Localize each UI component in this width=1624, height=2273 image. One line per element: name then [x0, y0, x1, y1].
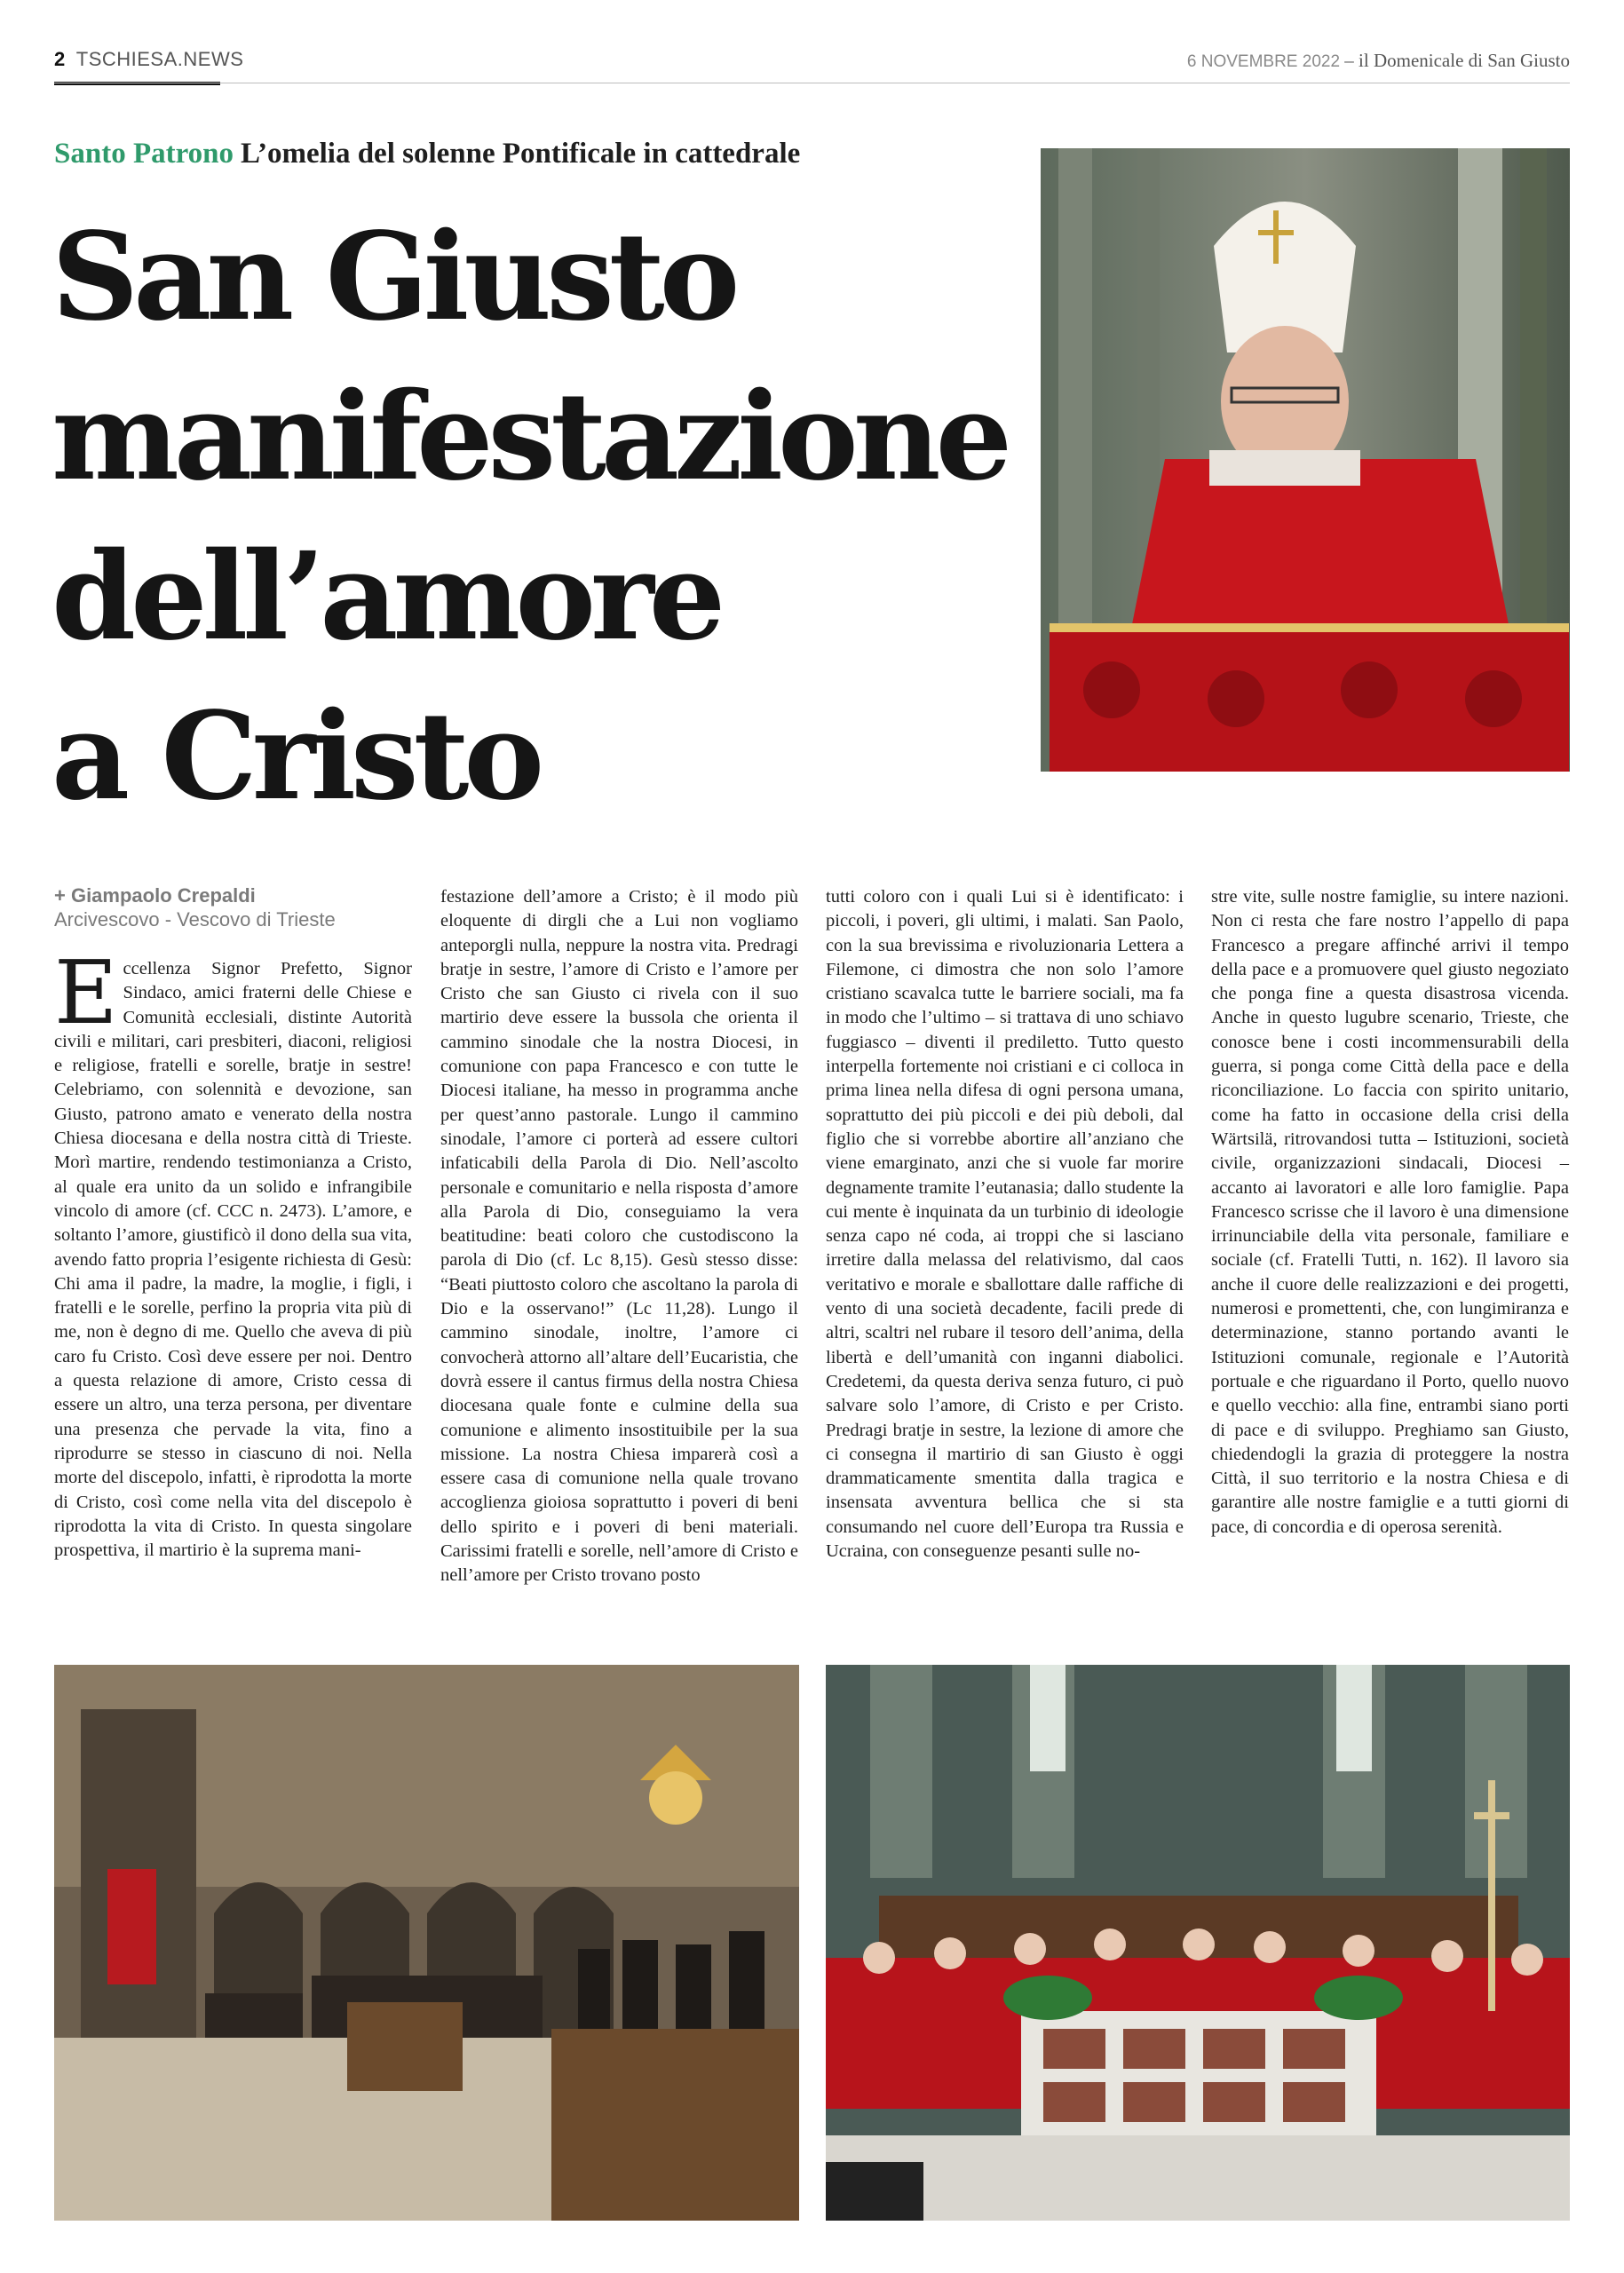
- column-text: tutti coloro con i quali Lui si è identificato: i piccoli, i poveri, gli ultimi, i malati. San Paolo, con la sua brevissima e rivoluzionaria Lettera a Filemone, ci dimostra che non solo l’amore cristiano scavalca tutte le barriere sociali, ma fa in modo che l’ultimo – si trattava di uno schiavo fuggiasco – diventi il prediletto. Tutto questo interpella fortemente noi cristiani e ci colloca in prima linea nella difesa di ogni persona umana, soprattutto dei più piccoli e dei più deboli, dal figlio che si vorrebbe abortire all’anziano che viene emarginato, anzi che si vuole far morire degnamente tramite l’eutanasia; dallo studente la cui mente è inquinata da un turbinio di ideologie senza capo né coda, ai troppi che si lasciano irretire dalla melassa del relativismo, dal caos veritativo e morale e sballottare dalle raffiche di vento di una società decadente, facili prede di altri, scaltri nel rubare il tesoro dell’anima, della libertà e dell’umanità con inganni diabolici. Credetemi, da questa deriva senza futuro, ci può salvare solo l’amore, di Cristo e per Cristo. Predragi bratje in sestre, la lezione di amore che ci consegna il martirio di san Giusto è oggi drammaticamente smentita dalla tragica e insensata avventura bellica che si sta consumando nel cuore dell’Europa tra Russia e Ucraina, con conseguenze pesanti sulle no-: [826, 887, 1184, 1562]
- headline-line: a Cristo: [51, 685, 540, 828]
- kicker-subtitle: L’omelia del solenne Pontificale in cattedrale: [241, 138, 801, 170]
- column-text: stre vite, sulle nostre famiglie, su intere nazioni. Non ci resta che fare nostro l’appello di papa Francesco a pregare affinché arrivi il tempo della pace e a promuovere quel giusto negoziato che ponga fine a questa disastrosa vicenda. Anche in questo lugubre scenario, Trieste, che conosce bene i costi incommensurabili della guerra, si ponga come Città della pace e della riconciliazione. Lo faccia con spirito unitario, come ha fatto in occasione della crisi della Wärtsilä, ritrovandosi tutta – Istituzioni, società civile, organizzazioni sindacali, Diocesi – accanto ai lavoratori e alle loro famiglie. Papa Francesco scrisse che il lavoro è una dimensione irrinunciabile della vita personale, familiare e sociale (cf. Fratelli Tutti, n. 162). Il lavoro sia anche il cuore delle realizzazioni e dei progetti, numerosi e promettenti, che, con lungimiranza e determinazione, stanno portando avanti le Istituzioni comunale, regionale e l’Autorità portuale e che riguardano il Porto, quello nuovo e quello vecchio: alla fine, entrambi siano porti di pace e di sviluppo. Preghiamo san Giusto, chiedendogli la grazia di proteggere la nostra Città, il suo territorio e la nostra Chiesa e di garantire alle nostre famiglie e a tutti giorni di pace, di concordia e di operosa serenità.: [1211, 887, 1569, 1537]
- author-name: + Giampaolo Crepaldi: [54, 884, 256, 907]
- bishop-photo: [1041, 148, 1570, 772]
- article-headline: [51, 197, 1037, 836]
- byline: [54, 884, 409, 932]
- page-number: 2: [54, 48, 66, 70]
- article-column-2: [440, 885, 798, 1588]
- column-text: festazione dell’amore a Cristo; è il modo più eloquente di dirgli che a Lui non vogliamo anteporgli nulla, neppure la nostra vita. Predragi bratje in sestre, l’amore di Cristo e l’amore per Cristo che san Giusto ci rivela con il suo martirio deve essere la bussola che orienta il cammino sinodale che la nostra Diocesi, in comunione con papa Francesco e con tutte le Diocesi italiane, ha messo in programma anche per quest’anno pastorale. Lungo il cammino sinodale, l’amore ci porterà ad essere cultori infaticabili della Parola di Dio. Nell’ascolto personale e comunitario e nella risposta d’amore alla Parola di Dio, conseguiamo la vera beatitudine: beati coloro che custodiscono la parola di Dio (cf. Lc 8,15). Gesù stesso disse: “Beati piuttosto coloro che ascoltano la parola di Dio e la osservano!” (Lc 11,28). Lungo il cammino sinodale, inoltre, l’amore ci convocherà attorno all’altare dell’Eucaristia, che dovrà essere il cantus firmus della nostra Chiesa diocesana quale fonte e culmine della sua comunione e alimento insostituibile per la sua missione. La nostra Chiesa imparerà così a essere casa di comunione nella quale trovano accoglienza gioiosa soprattutto i poveri di beni dello spirito e i poveri di beni materiali. Carissimi fratelli e sorelle, nell’amore di Cristo e nell’amore per Cristo trovano posto: [440, 887, 798, 1586]
- issue-date: 6 NOVEMBRE 2022: [1186, 52, 1341, 71]
- kicker-topic: Santo Patrono: [54, 138, 234, 170]
- author-role: Arcivescovo - Vescovo di Trieste: [54, 908, 336, 931]
- headline-line: manifestazione: [51, 366, 1008, 508]
- article-column-1: [54, 943, 412, 1563]
- publication-name: il Domenicale di San Giusto: [1359, 50, 1570, 71]
- page-header-right: [1187, 50, 1570, 72]
- altar-celebration-photo: [826, 1665, 1570, 2221]
- column-text: ccellenza Signor Prefetto, Signor Sindaco, amici fraterni delle Chiese e Comunità ecclesiali, distinte Autorità civili e militari, cari presbiteri, diaconi, religiosi e religiose, fratelli e sorelle, bratje in sestre! Celebriamo, con solennità e devozione, san Giusto, patrono amato e venerato della nostra Chiesa diocesana e della nostra città di Trieste. Morì martire, rendendo testimonianza a Cristo, al quale era unito da un solido e infrangibile vincolo di amore (cf. CCC n. 2473). L’amore, e soltanto l’amore, giustificò il dono della sua vita, avendo fatto propria l’esigente richiesta di Gesù: Chi ama il padre, la madre, la moglie, i figli, i fratelli e le sorelle, perfino la propria vita più di me, non è degno di me. Quello che aveva di più caro fu Cristo. Così deve essere per noi. Dentro a questa relazione di amore, Cristo cessa di essere un altro, una terza persona, per diventare una presenza che pervade la vita, fino a riprodurre se stesso in ciascuno di noi. Nella morte del discepolo, infatti, è riprodotta la morte di Cristo, così come nella vita del discepolo è riprodotta la vita di Cristo. In questa singolare prospettiva, il martirio è la suprema mani-: [54, 959, 412, 1561]
- headline-line: dell’amore: [51, 526, 721, 668]
- header-separator: –: [1340, 50, 1359, 71]
- cathedral-nave-photo: [54, 1665, 799, 2221]
- page-header-left: [54, 48, 243, 71]
- article-column-4: [1211, 885, 1569, 1540]
- article-column-3: [826, 885, 1184, 1564]
- headline-line: San Giusto: [51, 206, 735, 348]
- drop-cap: E: [54, 943, 118, 1044]
- article-kicker: [54, 138, 800, 170]
- site-name[interactable]: TSCHIESA.NEWS: [75, 48, 244, 70]
